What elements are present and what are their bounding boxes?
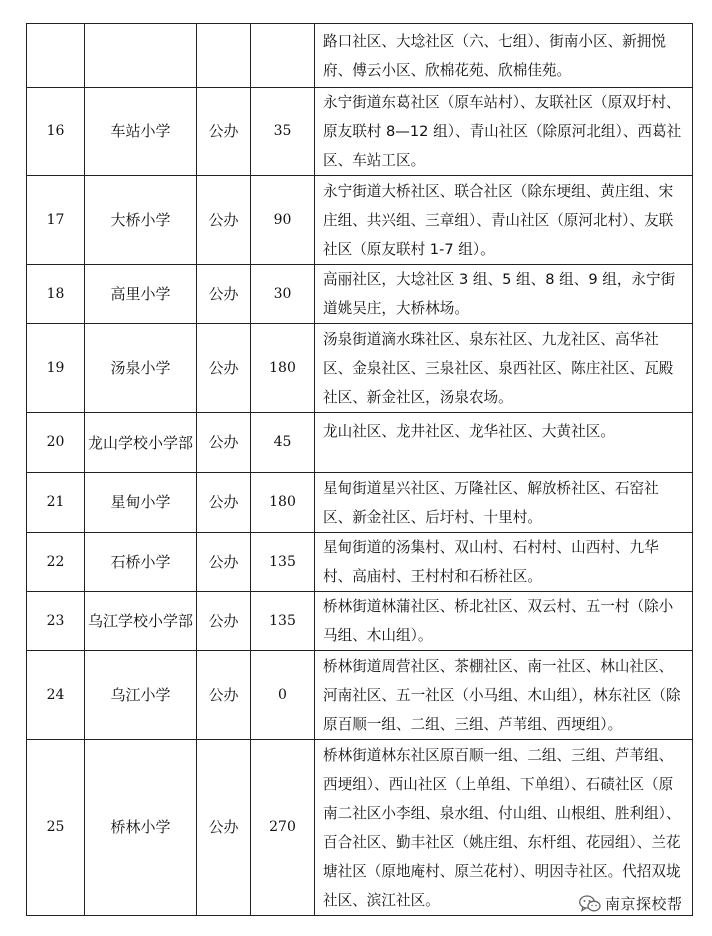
row-number	[27, 24, 85, 88]
table-row	[27, 176, 693, 265]
row-number: 16	[27, 88, 85, 176]
table-row	[27, 265, 693, 324]
table-row	[27, 651, 693, 740]
school-name: 乌江小学	[85, 651, 197, 740]
enrollment-count: 0	[251, 651, 315, 740]
service-area: 路口社区、大埝社区（六、七组）、街南小区、新拥悦府、傅云小区、欣棉花苑、欣棉佳苑。	[315, 24, 693, 88]
school-name: 车站小学	[85, 88, 197, 176]
row-number: 18	[27, 265, 85, 324]
school-name: 桥林小学	[85, 740, 197, 916]
school-name: 大桥小学	[85, 176, 197, 265]
table-row	[27, 88, 693, 176]
row-number: 17	[27, 176, 85, 265]
enrollment-count: 90	[251, 176, 315, 265]
enrollment-count	[251, 24, 315, 88]
school-type: 公办	[197, 265, 251, 324]
row-number: 23	[27, 592, 85, 651]
table-row	[27, 592, 693, 651]
school-type: 公办	[197, 533, 251, 592]
table-row	[27, 533, 693, 592]
school-type: 公办	[197, 473, 251, 533]
school-type: 公办	[197, 176, 251, 265]
school-name: 龙山学校小学部	[85, 413, 197, 473]
row-number: 25	[27, 740, 85, 916]
table-row	[27, 473, 693, 533]
school-name: 乌江学校小学部	[85, 592, 197, 651]
service-area: 星甸街道星兴社区、万隆社区、解放桥社区、石窑社区、新金社区、后圩村、十里村。	[315, 473, 693, 533]
school-type: 公办	[197, 413, 251, 473]
service-area: 桥林街道林蒲社区、桥北社区、双云村、五一村（除小马组、木山组）。	[315, 592, 693, 651]
enrollment-count: 35	[251, 88, 315, 176]
school-district-table	[26, 23, 693, 916]
enrollment-count: 135	[251, 592, 315, 651]
school-type	[197, 24, 251, 88]
service-area: 龙山社区、龙井社区、龙华社区、大黄社区。	[315, 413, 693, 473]
table-row	[27, 413, 693, 473]
school-type: 公办	[197, 88, 251, 176]
school-type: 公办	[197, 740, 251, 916]
enrollment-count: 180	[251, 473, 315, 533]
service-area: 汤泉街道滴水珠社区、泉东社区、九龙社区、高华社区、金泉社区、三泉社区、泉西社区、陈庄社区、瓦殿社区、新金社区，汤泉农场。	[315, 324, 693, 413]
row-number: 21	[27, 473, 85, 533]
school-type: 公办	[197, 592, 251, 651]
table-row	[27, 740, 693, 916]
enrollment-count: 45	[251, 413, 315, 473]
service-area: 星甸街道的汤集村、双山村、石村村、山西村、九华村、高庙村、王村村和石桥社区。	[315, 533, 693, 592]
service-area: 桥林街道林东社区原百顺一组、二组、三组、芦苇组、西埂组）、西山社区（上单组、下单组）、石碛社区（原南二社区小李组、泉水组、付山组、山根组、胜利组）、百合社区、勤丰社区（姚庄组、东杆组、花园组）、兰花塘社区（原地庵村、原兰花村）、明因寺社区。代招双垅社区、滨江社区。	[315, 740, 693, 916]
enrollment-count: 135	[251, 533, 315, 592]
enrollment-count: 30	[251, 265, 315, 324]
row-number: 19	[27, 324, 85, 413]
table-row	[27, 324, 693, 413]
row-number: 22	[27, 533, 85, 592]
enrollment-count: 180	[251, 324, 315, 413]
school-name: 石桥小学	[85, 533, 197, 592]
wechat-icon	[579, 895, 601, 913]
table-row	[27, 24, 693, 88]
watermark-text: 南京探校帮	[605, 895, 683, 913]
row-number: 24	[27, 651, 85, 740]
service-area: 永宁街道大桥社区、联合社区（除东埂组、黄庄组、宋庄组、共兴组、三章组）、青山社区（原河北村）、友联社区（原友联村 1-7 组）。	[315, 176, 693, 265]
watermark	[579, 893, 683, 914]
school-type: 公办	[197, 324, 251, 413]
row-number: 20	[27, 413, 85, 473]
service-area: 桥林街道周营社区、茶棚社区、南一社区、林山社区、河南社区、五一社区（小马组、木山组），林东社区（除原百顺一组、二组、三组、芦苇组、西埂组）。	[315, 651, 693, 740]
school-name: 星甸小学	[85, 473, 197, 533]
service-area: 永宁街道东葛社区（原车站村）、友联社区（原双圩村、原友联村 8—12 组）、青山社区（除原河北组）、西葛社区、车站工区。	[315, 88, 693, 176]
school-name: 高里小学	[85, 265, 197, 324]
school-type: 公办	[197, 651, 251, 740]
school-name	[85, 24, 197, 88]
school-name: 汤泉小学	[85, 324, 197, 413]
enrollment-count: 270	[251, 740, 315, 916]
service-area: 高丽社区，大埝社区 3 组、5 组、8 组、9 组，永宁街道姚吴庄，大桥林场。	[315, 265, 693, 324]
